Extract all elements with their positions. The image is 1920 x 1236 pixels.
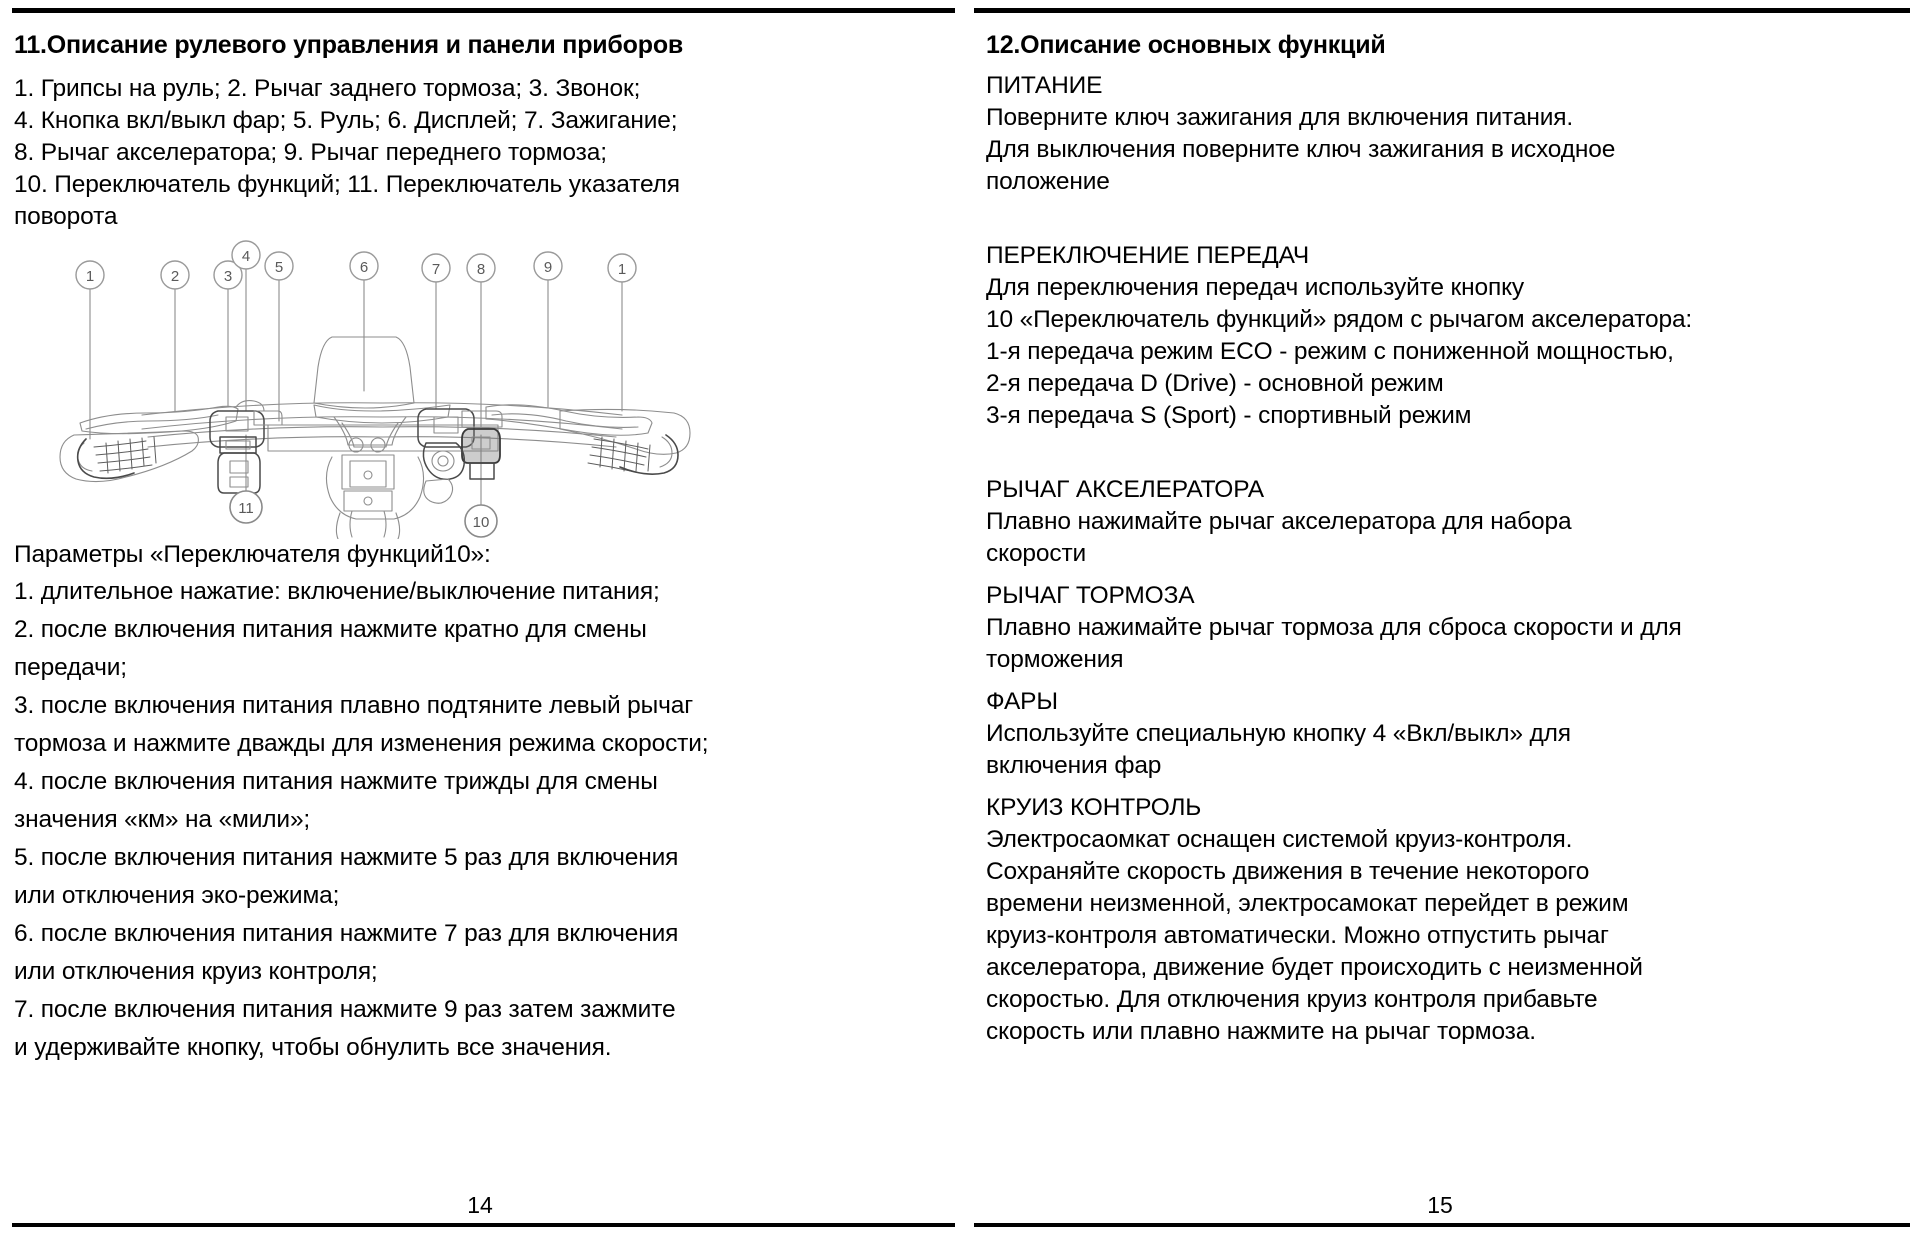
svg-text:6: 6 (359, 259, 369, 276)
page-number-right: 15 (1427, 1192, 1453, 1218)
block-line: положение (986, 168, 1110, 195)
params-item: 3. после включения питания плавно подтяните левый рычаг (14, 692, 693, 719)
params-item: передачи; (14, 654, 127, 681)
block-line: Плавно нажимайте рычаг акселератора для набора (986, 508, 1572, 535)
page-title-right: 12.Описание основных функций (986, 31, 1386, 59)
block-heading: КРУИЗ КОНТРОЛЬ (986, 794, 1202, 821)
legend-line: поворота (14, 203, 118, 230)
svg-text:4: 4 (241, 248, 251, 265)
params-list (14, 573, 938, 1067)
block-power (986, 70, 1890, 198)
block-line: скоростью. Для отключения круиз контроля прибавьте (986, 986, 1598, 1013)
page-right (960, 0, 1920, 1236)
callout-10 (465, 505, 497, 537)
page-title-left: 11.Описание рулевого управления и панели приборов (14, 31, 684, 59)
svg-text:2: 2 (170, 268, 180, 285)
callout-1-right (608, 254, 636, 282)
params-item: 5. после включения питания нажмите 5 раз для включения (14, 844, 679, 871)
block-line: 3-я передача S (Sport) - спортивный режим (986, 402, 1472, 429)
params-item: или отключения эко-режима; (14, 882, 340, 909)
block-line: акселератора, движение будет происходить с неизменной (986, 954, 1643, 981)
parts-legend-left (14, 73, 938, 233)
block-brake (986, 580, 1890, 676)
svg-text:10: 10 (472, 514, 490, 531)
params-item: 2. после включения питания нажмите кратно для смены (14, 616, 647, 643)
page-number-left: 14 (467, 1192, 493, 1218)
block-line: 2-я передача D (Drive) - основной режим (986, 370, 1444, 397)
block-line: времени неизменной, электросамокат перейдет в режим (986, 890, 1629, 917)
block-cruise-control (986, 792, 1890, 1048)
block-line: Для выключения поверните ключ зажигания в исходное (986, 136, 1616, 163)
block-gears (986, 240, 1890, 432)
params-item: тормоза и нажмите дважды для изменения режима скорости; (14, 730, 709, 757)
block-line: круиз-контроля автоматически. Можно отпустить рычаг (986, 922, 1609, 949)
legend-line: 8. Рычаг акселератора; 9. Рычаг переднего тормоза; (14, 139, 607, 166)
params-item: и удерживайте кнопку, чтобы обнулить все значения. (14, 1034, 612, 1061)
svg-text:7: 7 (431, 261, 441, 278)
params-item: 7. после включения питания нажмите 9 раз затем зажмите (14, 996, 676, 1023)
svg-text:5: 5 (274, 259, 284, 276)
block-line: Сохраняйте скорость движения в течение некоторого (986, 858, 1590, 885)
block-heading: РЫЧАГ ТОРМОЗА (986, 582, 1195, 609)
block-line: торможения (986, 646, 1124, 673)
page-bottom-rule (974, 1223, 1910, 1227)
params-item: 6. после включения питания нажмите 7 раз для включения (14, 920, 679, 947)
params-lead: Параметры «Переключателя функций10»: (14, 541, 491, 568)
svg-text:11: 11 (238, 500, 254, 517)
callout-1-left (76, 261, 104, 289)
page-top-rule (12, 8, 960, 13)
svg-text:1: 1 (85, 268, 95, 285)
callout-2 (161, 261, 189, 289)
legend-line: 4. Кнопка вкл/выкл фар; 5. Руль; 6. Дисплей; 7. Зажигание; (14, 107, 678, 134)
legend-line: 1. Грипсы на руль; 2. Рычаг заднего тормоза; 3. Звонок; (14, 75, 641, 102)
svg-text:1: 1 (617, 261, 627, 278)
params-item: 4. после включения питания нажмите трижды для смены (14, 768, 658, 795)
callout-8 (467, 254, 495, 282)
page-bottom-rule (12, 1223, 960, 1227)
block-heading: ПИТАНИЕ (986, 72, 1103, 99)
block-line: скорости (986, 540, 1087, 567)
svg-text:8: 8 (476, 261, 486, 278)
callout-9 (534, 252, 562, 280)
block-line: Для переключения передач используйте кнопку (986, 274, 1525, 301)
block-heading: ПЕРЕКЛЮЧЕНИЕ ПЕРЕДАЧ (986, 242, 1310, 269)
callout-5 (265, 252, 293, 280)
callout-11 (230, 491, 262, 523)
params-lead-wrap (14, 539, 938, 571)
params-item: значения «км» на «мили»; (14, 806, 311, 833)
params-item: или отключения круиз контроля; (14, 958, 378, 985)
block-line: 10 «Переключатель функций» рядом с рычагом акселератора: (986, 306, 1693, 333)
block-heading: ФАРЫ (986, 688, 1058, 715)
params-item: 1. длительное нажатие: включение/выключение питания; (14, 578, 660, 605)
block-line: Электросаомкат оснащен системой круиз-контроля. (986, 826, 1573, 853)
callout-4 (232, 241, 260, 269)
svg-text:9: 9 (543, 259, 553, 276)
block-line: Используйте специальную кнопку 4 «Вкл/выкл» для (986, 720, 1571, 747)
block-line: Плавно нажимайте рычаг тормоза для сброса скорости и для (986, 614, 1682, 641)
page-top-rule (974, 8, 1910, 13)
block-line: скорость или плавно нажмите на рычаг тормоза. (986, 1018, 1536, 1045)
callout-6 (350, 252, 378, 280)
svg-text:3: 3 (223, 268, 233, 285)
callout-7 (422, 254, 450, 282)
block-line: 1-я передача режим ECO - режим с пониженной мощностью, (986, 338, 1674, 365)
block-heading: РЫЧАГ АКСЕЛЕРАТОРА (986, 476, 1264, 503)
block-throttle (986, 474, 1890, 570)
block-headlights (986, 686, 1890, 782)
handlebar-diagram (22, 239, 742, 539)
block-line: Поверните ключ зажигания для включения питания. (986, 104, 1574, 131)
legend-line: 10. Переключатель функций; 11. Переключатель указателя (14, 171, 680, 198)
block-line: включения фар (986, 752, 1162, 779)
